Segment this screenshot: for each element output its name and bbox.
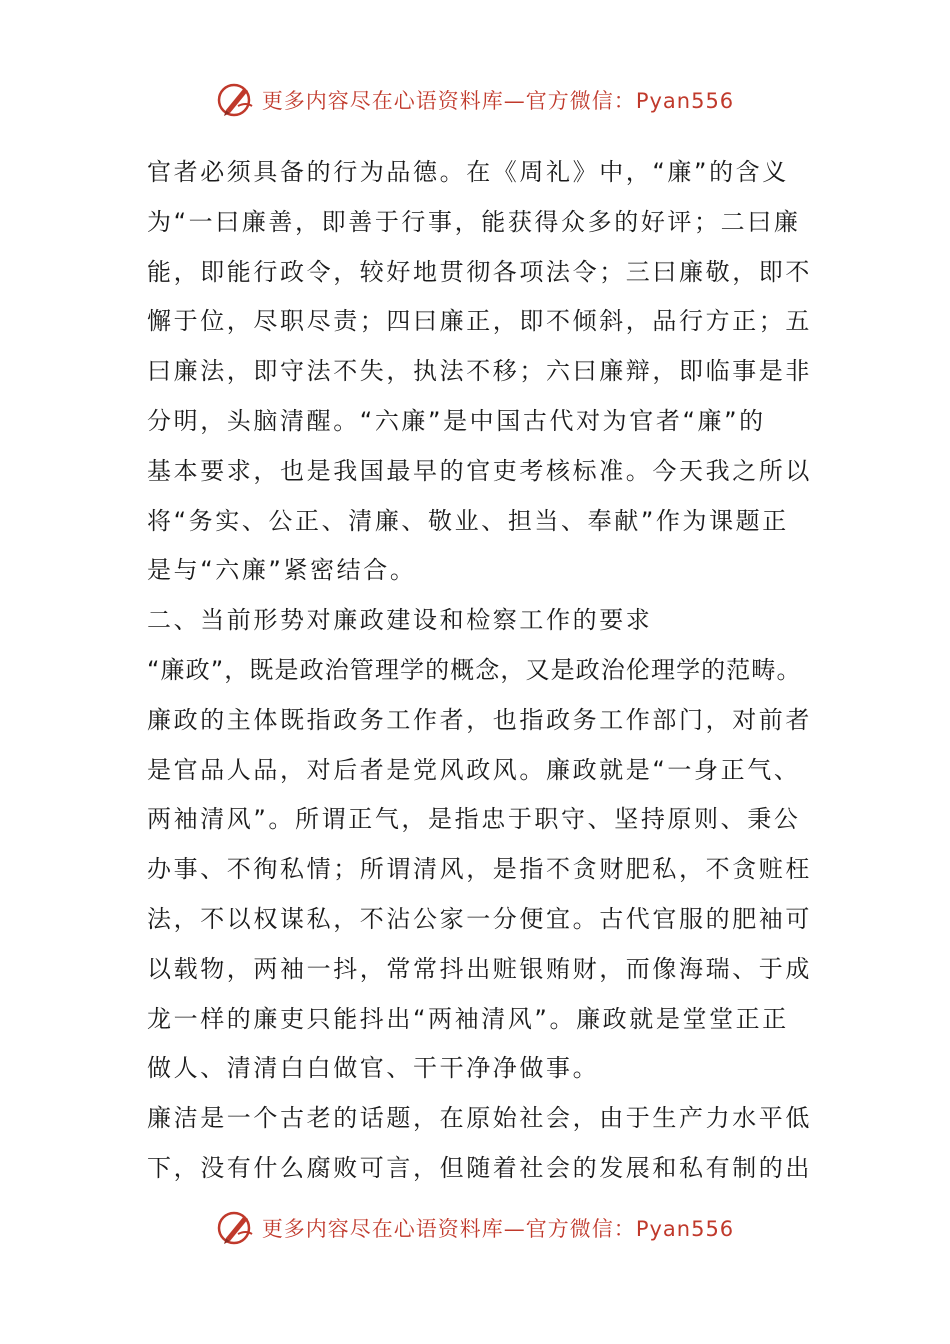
- body-line: 龙一样的廉吏只能抖出“两袖清风”。廉政就是堂堂正正: [147, 1004, 789, 1033]
- header-banner: [0, 80, 950, 120]
- body-line: 懈于位，尽职尽责；四曰廉正，即不倾斜，品行方正；五: [147, 307, 812, 336]
- body-line: 法，不以权谋私，不沾公家一分便宜。古代官服的肥袖可: [147, 904, 812, 933]
- body-line: 是与“六廉”紧密结合。: [147, 556, 417, 585]
- document-body: [147, 148, 827, 1194]
- footer-wechat-id: Pyan556: [635, 1217, 735, 1241]
- body-line: 基本要求，也是我国最早的官吏考核标准。今天我之所以: [147, 456, 812, 485]
- body-line: 官者必须具备的行为品德。在《周礼》中，“廉”的含义: [147, 158, 789, 186]
- body-line: 廉政的主体既指政务工作者，也指政务工作部门，对前者: [147, 705, 812, 734]
- body-line: 以载物，两袖一抖，常常抖出赃银贿财，而像海瑞、于成: [147, 954, 812, 983]
- body-line: 下，没有什么腐败可言，但随着社会的发展和私有制的出: [147, 1153, 812, 1182]
- body-line: 办事、不徇私情；所谓清风，是指不贪财肥私，不贪赃枉: [147, 855, 812, 884]
- section-heading: 二、当前形势对廉政建设和检察工作的要求: [147, 606, 653, 635]
- body-line: 做人、清清白白做官、干干净净做事。: [147, 1054, 600, 1083]
- body-line: 曰廉法，即守法不失，执法不移；六曰廉辩，即临事是非: [147, 357, 812, 386]
- body-line: 为“一曰廉善，即善于行事，能获得众多的好评；二曰廉: [147, 207, 801, 236]
- header-wechat-id: Pyan556: [635, 89, 735, 113]
- body-line: 廉洁是一个古老的话题，在原始社会，由于生产力水平低: [147, 1104, 812, 1133]
- pen-logo-icon: [216, 1208, 256, 1248]
- pen-logo-icon: [216, 80, 256, 120]
- body-line: 能，即能行政令，较好地贯彻各项法令；三曰廉敬，即不: [147, 257, 812, 286]
- body-line: 两袖清风”。所谓正气，是指忠于职守、坚持原则、秉公: [147, 805, 801, 834]
- body-line: “廉政”，既是政治管理学的概念，又是政治伦理学的范畴。: [147, 655, 802, 684]
- header-banner-text: 更多内容尽在心语资料库—官方微信：Pyan556: [261, 89, 735, 113]
- body-line: 将“务实、公正、清廉、敬业、担当、奉献”作为课题正: [147, 506, 789, 535]
- body-line: 分明，头脑清醒。“六廉”是中国古代对为官者“廉”的: [147, 406, 766, 435]
- footer-banner: [0, 1208, 950, 1248]
- body-line: 是官品人品，对后者是党风政风。廉政就是“一身正气、: [147, 755, 801, 784]
- footer-banner-text: 更多内容尽在心语资料库—官方微信：Pyan556: [261, 1217, 735, 1241]
